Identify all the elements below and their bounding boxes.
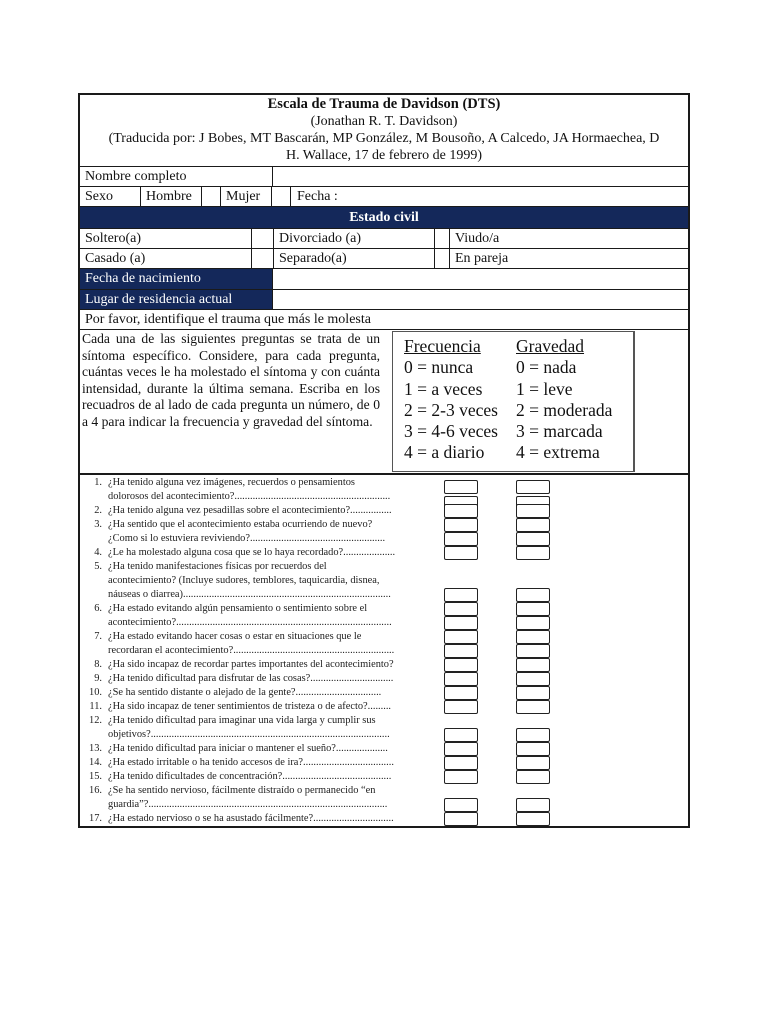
mujer-label: Mujer (226, 189, 261, 204)
fecha-label: Fecha : (297, 189, 338, 204)
frequency-input-box[interactable] (444, 728, 478, 742)
question-number: 16. (89, 785, 102, 796)
trauma-label: Por favor, identifique el trauma que más le molesta (85, 312, 371, 327)
question-number: 1. (94, 477, 102, 488)
question-number: 2. (94, 505, 102, 516)
frequency-input-box[interactable] (444, 644, 478, 658)
separado-label: Separado(a) (279, 251, 347, 266)
frequency-input-box[interactable] (444, 518, 478, 532)
question-number: 10. (89, 687, 102, 698)
severity-header: Gravedad (516, 336, 585, 356)
mujer-checkbox[interactable] (272, 187, 290, 206)
question-text: ¿Ha tenido dificultad para imaginar una vida larga y cumplir sus (108, 715, 376, 726)
nombre-label: Nombre completo (85, 169, 187, 184)
row-estado-2 (80, 249, 688, 269)
nacimiento-label: Fecha de nacimiento (80, 269, 272, 289)
frequency-input-box[interactable] (444, 588, 478, 602)
question-number: 6. (94, 603, 102, 614)
viudo-label: Viudo/a (455, 231, 500, 246)
frequency-input-box[interactable] (444, 480, 478, 494)
severity-item: 2 = moderada (516, 399, 613, 420)
question-text: ¿Como si lo estuviera reviviendo?.................................................... (108, 533, 386, 544)
severity-input-box[interactable] (516, 812, 550, 826)
severity-input-box[interactable] (516, 742, 550, 756)
sexo-label: Sexo (85, 189, 113, 204)
severity-item: 3 = marcada (516, 421, 603, 442)
severity-input-box[interactable] (516, 686, 550, 700)
question-text: acontecimiento?................................................................................... (108, 617, 392, 628)
question-number: 8. (94, 659, 102, 670)
form-title: Escala de Trauma de Davidson (DTS) (267, 96, 501, 112)
frequency-item: 0 = nunca (404, 357, 474, 378)
severity-input-box[interactable] (516, 658, 550, 672)
pareja-label: En pareja (455, 251, 509, 266)
severity-input-box[interactable] (516, 616, 550, 630)
form-header (80, 95, 688, 167)
frequency-input-box[interactable] (444, 630, 478, 644)
frequency-input-box[interactable] (444, 742, 478, 756)
frequency-item: 1 = a veces (404, 378, 483, 399)
divorciado-checkbox[interactable] (435, 229, 449, 248)
estado-civil-header (80, 207, 688, 229)
question-text: ¿Le ha molestado alguna cosa que se lo haya recordado?.................... (108, 547, 396, 558)
question-text: ¿Ha tenido dificultades de concentración?.......................................... (108, 771, 392, 782)
question-text: ¿Ha sentido que el acontecimiento estaba ocurriendo de nuevo? (108, 519, 373, 530)
question-text: ¿Ha estado irritable o ha tenido accesos de ira?................................... (108, 757, 394, 768)
question-text: objetivos?............................................................................................ (108, 729, 390, 740)
severity-input-box[interactable] (516, 504, 550, 518)
question-number: 5. (94, 561, 102, 572)
frequency-input-box[interactable] (444, 616, 478, 630)
frequency-item: 4 = a diario (404, 442, 485, 463)
severity-input-box[interactable] (516, 756, 550, 770)
frequency-input-box[interactable] (444, 602, 478, 616)
casado-label: Casado (a) (85, 251, 146, 266)
severity-item: 4 = extrema (516, 442, 600, 463)
severity-input-box[interactable] (516, 770, 550, 784)
frequency-input-box[interactable] (444, 532, 478, 546)
question-text: ¿Ha sido incapaz de recordar partes importantes del acontecimiento? (108, 659, 394, 670)
question-text: guardia”?............................................................................................ (108, 799, 388, 810)
translation-line-1: (Traducida por: J Bobes, MT Bascarán, MP González, M Bousoño, A Calcedo, JA Hormaechea, D (108, 131, 660, 146)
frequency-input-box[interactable] (444, 756, 478, 770)
frequency-header: Frecuencia (404, 336, 481, 356)
frequency-input-box[interactable] (444, 770, 478, 784)
question-number: 15. (89, 771, 102, 782)
severity-input-box[interactable] (516, 518, 550, 532)
frequency-item: 2 = 2-3 veces (404, 399, 498, 420)
frequency-input-box[interactable] (444, 504, 478, 518)
question-number: 14. (89, 757, 102, 768)
question-number: 12. (89, 715, 102, 726)
nacimiento-field[interactable] (273, 269, 688, 289)
separado-checkbox[interactable] (435, 249, 449, 268)
soltero-label: Soltero(a) (85, 231, 141, 246)
question-text: ¿Se ha sentido nervioso, fácilmente distraído o permanecido “en (108, 785, 376, 796)
frequency-input-box[interactable] (444, 658, 478, 672)
dts-form (78, 93, 690, 828)
question-text: ¿Se ha sentido distante o alejado de la gente?................................. (108, 687, 382, 698)
frequency-input-box[interactable] (444, 546, 478, 560)
severity-input-box[interactable] (516, 672, 550, 686)
frequency-input-box[interactable] (444, 812, 478, 826)
scale-legend (392, 331, 635, 472)
severity-column (516, 336, 612, 464)
question-number: 13. (89, 743, 102, 754)
severity-input-box[interactable] (516, 588, 550, 602)
question-number: 3. (94, 519, 102, 530)
severity-item: 0 = nada (516, 357, 577, 378)
row-estado-1 (80, 229, 688, 249)
severity-input-box[interactable] (516, 546, 550, 560)
question-text: ¿Ha sido incapaz de tener sentimientos de tristeza o de afecto?......... (108, 701, 392, 712)
question-text: ¿Ha tenido alguna vez pesadillas sobre el acontecimiento?................ (108, 505, 392, 516)
question-text: recordaran el acontecimiento?.............................................................. (108, 645, 395, 656)
question-text: ¿Ha tenido dificultad para disfrutar de las cosas?................................ (108, 673, 394, 684)
frequency-item: 3 = 4-6 veces (404, 421, 498, 442)
severity-item: 1 = leve (516, 378, 573, 399)
question-number: 7. (94, 631, 102, 642)
frequency-column (404, 336, 498, 464)
question-text: ¿Ha tenido dificultad para iniciar o mantener el sueño?.................... (108, 743, 388, 754)
casado-checkbox[interactable] (252, 249, 273, 268)
question-text: ¿Ha estado evitando algún pensamiento o sentimiento sobre el (108, 603, 368, 614)
severity-input-box[interactable] (516, 700, 550, 714)
row-residencia (80, 290, 688, 310)
severity-input-box[interactable] (516, 798, 550, 812)
question-text: náuseas o diarrea)................................................................................ (108, 589, 391, 600)
question-number: 9. (94, 673, 102, 684)
fecha-field[interactable] (411, 187, 688, 206)
frequency-input-box[interactable] (444, 672, 478, 686)
question-number: 11. (89, 701, 102, 712)
severity-input-box[interactable] (516, 602, 550, 616)
severity-input-box[interactable] (516, 480, 550, 494)
translation-line-2: H. Wallace, 17 de febrero de 1999) (285, 148, 483, 163)
estado-civil-label: Estado civil (349, 210, 419, 225)
frequency-input-box[interactable] (444, 798, 478, 812)
residencia-label: Lugar de residencia actual (80, 290, 272, 309)
row-nombre (80, 167, 688, 187)
question-number: 17. (89, 813, 102, 824)
hombre-checkbox[interactable] (202, 187, 220, 206)
question-text: ¿Ha estado nervioso o se ha asustado fácilmente?............................... (108, 813, 394, 824)
question-text: ¿Ha tenido manifestaciones físicas por recuerdos del (108, 561, 327, 572)
divorciado-label: Divorciado (a) (279, 231, 362, 246)
severity-input-box[interactable] (516, 644, 550, 658)
form-author: (Jonathan R. T. Davidson) (310, 114, 458, 129)
severity-input-box[interactable] (516, 532, 550, 546)
frequency-input-box[interactable] (444, 700, 478, 714)
question-text: dolorosos del acontecimiento?............................................................ (108, 491, 391, 502)
hombre-label: Hombre (146, 189, 192, 204)
severity-input-box[interactable] (516, 728, 550, 742)
soltero-checkbox[interactable] (252, 229, 273, 248)
question-text: ¿Ha estado evitando hacer cosas o estar en situaciones que le (108, 631, 362, 642)
frequency-input-box[interactable] (444, 686, 478, 700)
instructions-text: Cada una de las siguientes preguntas se trata de un síntoma específico. Considere, para cada pregunta, cuántas veces le ha molestado el síntoma y con cuánta intensidad, durante la última semana. Escriba en los recuadros de al lado de cada pregunta un número, de 0 a 4 para indicar la frecuencia y gravedad del síntoma. (82, 331, 380, 429)
severity-input-box[interactable] (516, 630, 550, 644)
row-trauma (80, 310, 688, 330)
question-text: ¿Ha tenido alguna vez imágenes, recuerdos o pensamientos (108, 477, 355, 488)
question-text: acontecimiento? (Incluye sudores, temblores, taquicardia, disnea, (108, 575, 380, 586)
row-nacimiento (80, 269, 688, 290)
question-number: 4. (94, 547, 102, 558)
row-sexo (80, 187, 688, 207)
nombre-field[interactable] (273, 167, 688, 186)
residencia-field[interactable] (273, 290, 688, 309)
